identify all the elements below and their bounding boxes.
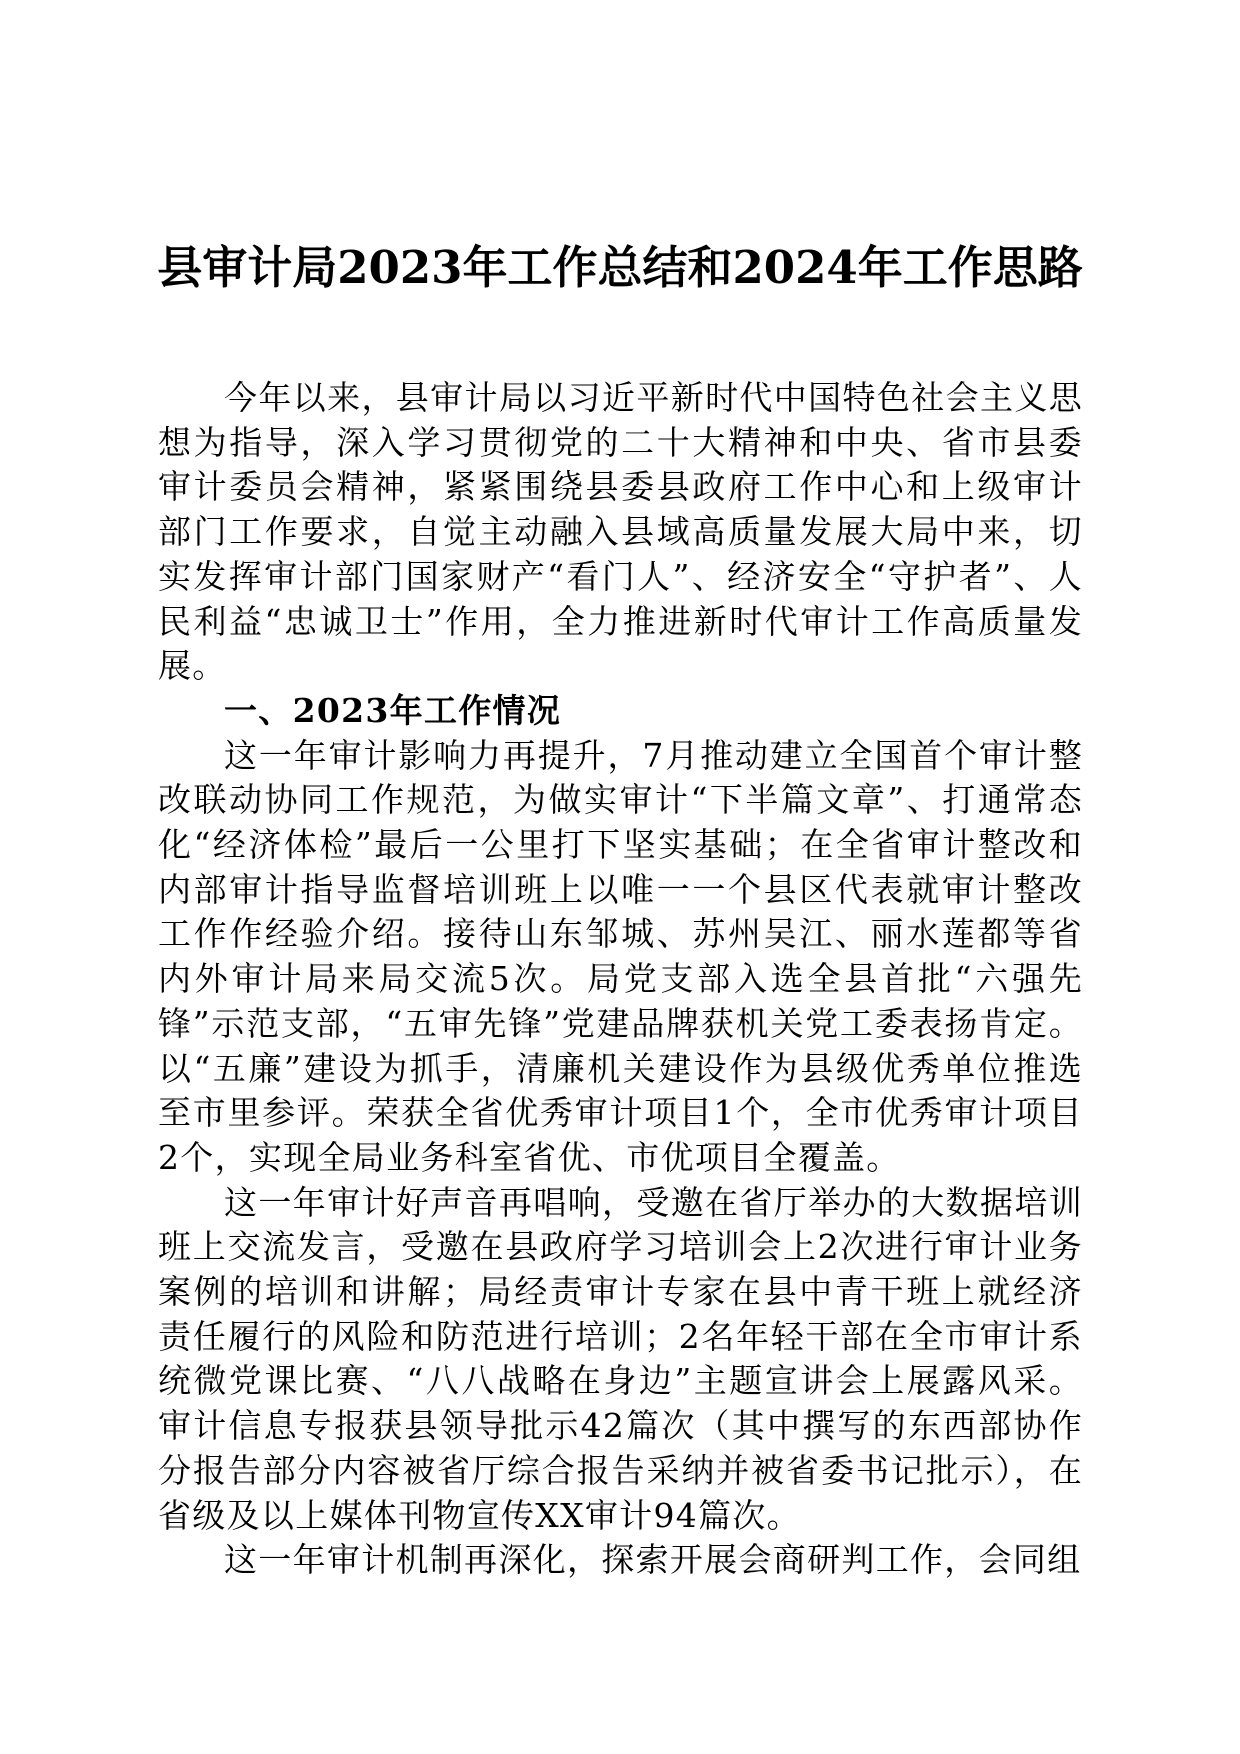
paragraph-mechanism: 这一年审计机制再深化，探索开展会商研判工作，会同组 (224, 1540, 1082, 1580)
intro-paragraph: 今年以来，县审计局以习近平新时代中国特色社会主义思想为指导，深入学习贯彻党的二十大精神和中央、省市县委审计委员会精神，紧紧围绕县委县政府工作中心和上级审计部门工作要求，自觉主动融入县域高质量发展大局中来，切实发挥审计部门国家财产“看门人”、经济安全“守护者”、人民利益“忠诚卫士”作用，全力推进新时代审计工作高质量发展。 (158, 378, 1083, 686)
document-title: 县审计局2023年工作总结和2024年工作思路 (157, 241, 1083, 294)
document-body (158, 376, 1083, 1583)
paragraph-publicity: 这一年审计好声音再唱响，受邀在省厅举办的大数据培训班上交流发言，受邀在县政府学习培训会上2次进行审计业务案例的培训和讲解；局经责审计专家在县中青干班上就经济责任履行的风险和防范进行培训；2名年轻干部在全市审计系统微党课比赛、“八八战略在身边”主题宣讲会上展露风采。审计信息专报获县领导批示42篇次（其中撰写的东西部协作分报告部分内容被省厅综合报告采纳并被省委书记批示），在省级及以上媒体刊物宣传XX审计94篇次。 (158, 1182, 1083, 1535)
section-heading: 一、2023年工作情况 (224, 690, 562, 730)
paragraph-influence: 这一年审计影响力再提升，7月推动建立全国首个审计整改联动协同工作规范，为做实审计“下半篇文章”、打通常态化“经济体检”最后一公里打下坚实基础；在全省审计整改和内部审计指导监督培训班上以唯一一个县区代表就审计整改工作作经验介绍。接待山东邹城、苏州吴江、丽水莲都等省内外审计局来局交流5次。局党支部入选全县首批“六强先锋”示范支部，“五审先锋”党建品牌获机关党工委表扬肯定。以“五廉”建设为抓手，清廉机关建设作为县级优秀单位推选至市里参评。荣获全省优秀审计项目1个，全市优秀审计项目2个，实现全局业务科室省优、市优项目全覆盖。 (158, 735, 1083, 1177)
